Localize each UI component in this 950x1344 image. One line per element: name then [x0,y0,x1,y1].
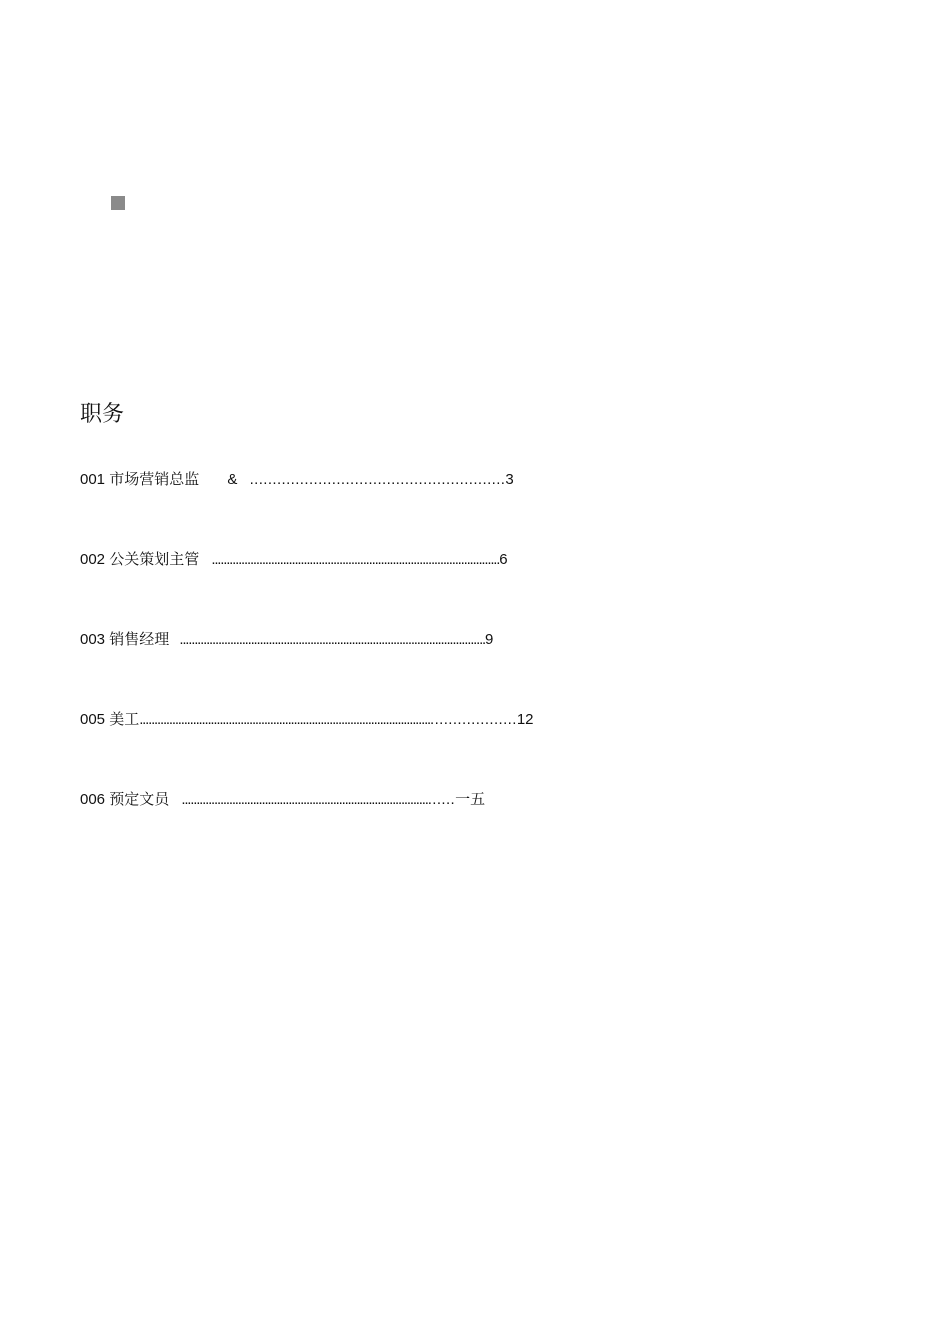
toc-entry-ampersand: & [227,471,238,488]
toc-entry-label: 001 市场营销总监 [80,471,200,488]
toc-leader-dots: ........................................................ [249,471,506,488]
toc-leader-dots: .................................................................................................. [139,711,431,728]
toc-page-number: 9 [485,631,494,648]
toc-page-number: 一五 [455,791,486,808]
toc-leader-dots: ....................................................................................................... [179,631,486,648]
square-bullet-icon [111,196,125,210]
toc-entry-label: 006 预定文员 [80,791,170,808]
toc-page-number: 6 [499,551,508,568]
toc-leader-dots-extra: ................... [430,711,517,728]
toc-page-number: 12 [516,711,534,728]
toc-entry-001[interactable] [80,470,514,490]
toc-entry-002[interactable] [80,550,508,570]
toc-entry-006[interactable] [80,790,485,810]
toc-heading: 职务 [80,402,125,427]
toc-entry-label: 003 销售经理 [80,631,170,648]
toc-entry-label: 002 公关策划主管 [80,551,200,568]
toc-page-number: 3 [505,471,514,488]
toc-leader-dots-extra: ...... [427,791,456,808]
toc-entry-005[interactable] [80,710,534,730]
toc-leader-dots: ................................................................................................. [211,551,500,568]
toc-leader-dots: ................................................................................... [181,791,428,808]
toc-entry-003[interactable] [80,630,493,650]
toc-entry-label: 005 美工 [80,711,140,728]
